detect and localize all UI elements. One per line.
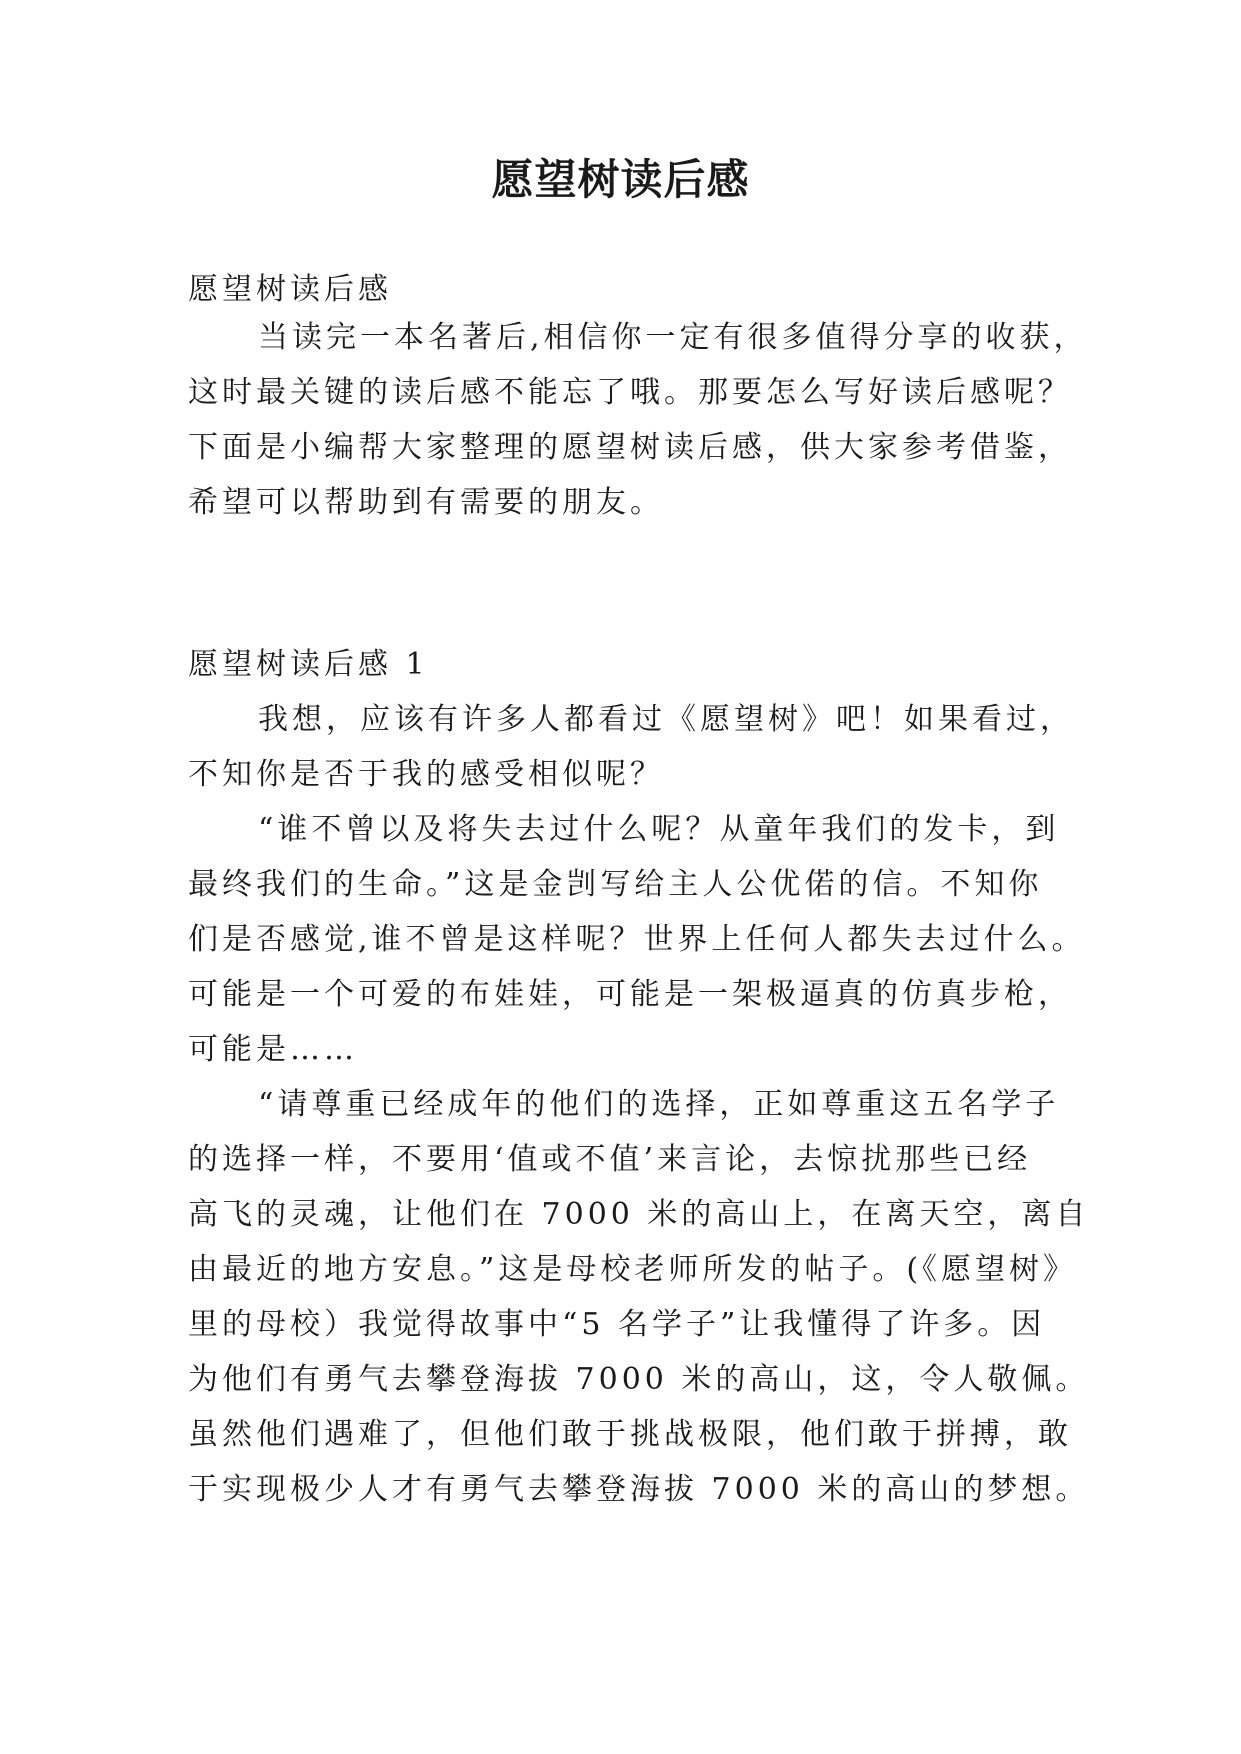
paragraph-line: 由最近的地方安息。”这是母校老师所发的帖子。(《愿望树》	[188, 1252, 1078, 1287]
intro-paragraph	[188, 310, 1088, 530]
paragraph-line: 虽然他们遇难了，但他们敢于挑战极限，他们敢于拼搏，敢	[188, 1417, 1072, 1452]
paragraph-3	[188, 1077, 1090, 1517]
paragraph-line: “请尊重已经成年的他们的选择，正如尊重这五名学子	[258, 1087, 1060, 1122]
section-heading-line: 愿望树读后感 1	[188, 647, 429, 682]
paragraph-2	[188, 802, 1086, 1077]
subtitle-line: 愿望树读后感	[188, 272, 392, 307]
paragraph-line: 于实现极少人才有勇气去攀登海拔 7000 米的高山的梦想。	[188, 1472, 1090, 1507]
paragraph-line: 的选择一样，不要用‘值或不值’来言论，去惊扰那些已经	[188, 1142, 1032, 1177]
paragraph-line: 可能是一个可爱的布娃娃，可能是一架极逼真的仿真步枪，	[188, 977, 1072, 1012]
section-heading	[188, 637, 1058, 692]
paragraph-line: 为他们有勇气去攀登海拔 7000 米的高山，这，令人敬佩。	[188, 1362, 1090, 1397]
paragraph-line: 这时最关键的读后感不能忘了哦。那要怎么写好读后感呢？	[188, 375, 1072, 410]
document-title: 愿望树读后感	[491, 155, 750, 204]
paragraph-line: 不知你是否于我的感受相似呢？	[188, 757, 664, 792]
paragraph-line: 可能是……	[188, 1032, 358, 1067]
paragraph-line: 们是否感觉,谁不曾是这样呢？世界上任何人都失去过什么。	[188, 922, 1086, 957]
paragraph-line: 里的母校）我觉得故事中“5 名学子”让我懂得了许多。因	[188, 1307, 1046, 1342]
paragraph-line: 希望可以帮助到有需要的朋友。	[188, 485, 664, 520]
paragraph-line: 我想，应该有许多人都看过《愿望树》吧！如果看过，	[258, 702, 1074, 737]
paragraph-line: 当读完一本名著后,相信你一定有很多值得分享的收获，	[258, 320, 1088, 355]
paragraph-line: 高飞的灵魂，让他们在 7000 米的高山上，在离天空，离自	[188, 1197, 1090, 1232]
document-subtitle	[188, 262, 1058, 317]
paragraph-line: “谁不曾以及将失去过什么呢？从童年我们的发卡，到	[258, 812, 1060, 847]
paragraph-line: 最终我们的生命。”这是金剀写给主人公优偌的信。不知你	[188, 867, 1043, 902]
paragraph-1	[188, 692, 1074, 802]
paragraph-line: 下面是小编帮大家整理的愿望树读后感，供大家参考借鉴，	[188, 430, 1072, 465]
